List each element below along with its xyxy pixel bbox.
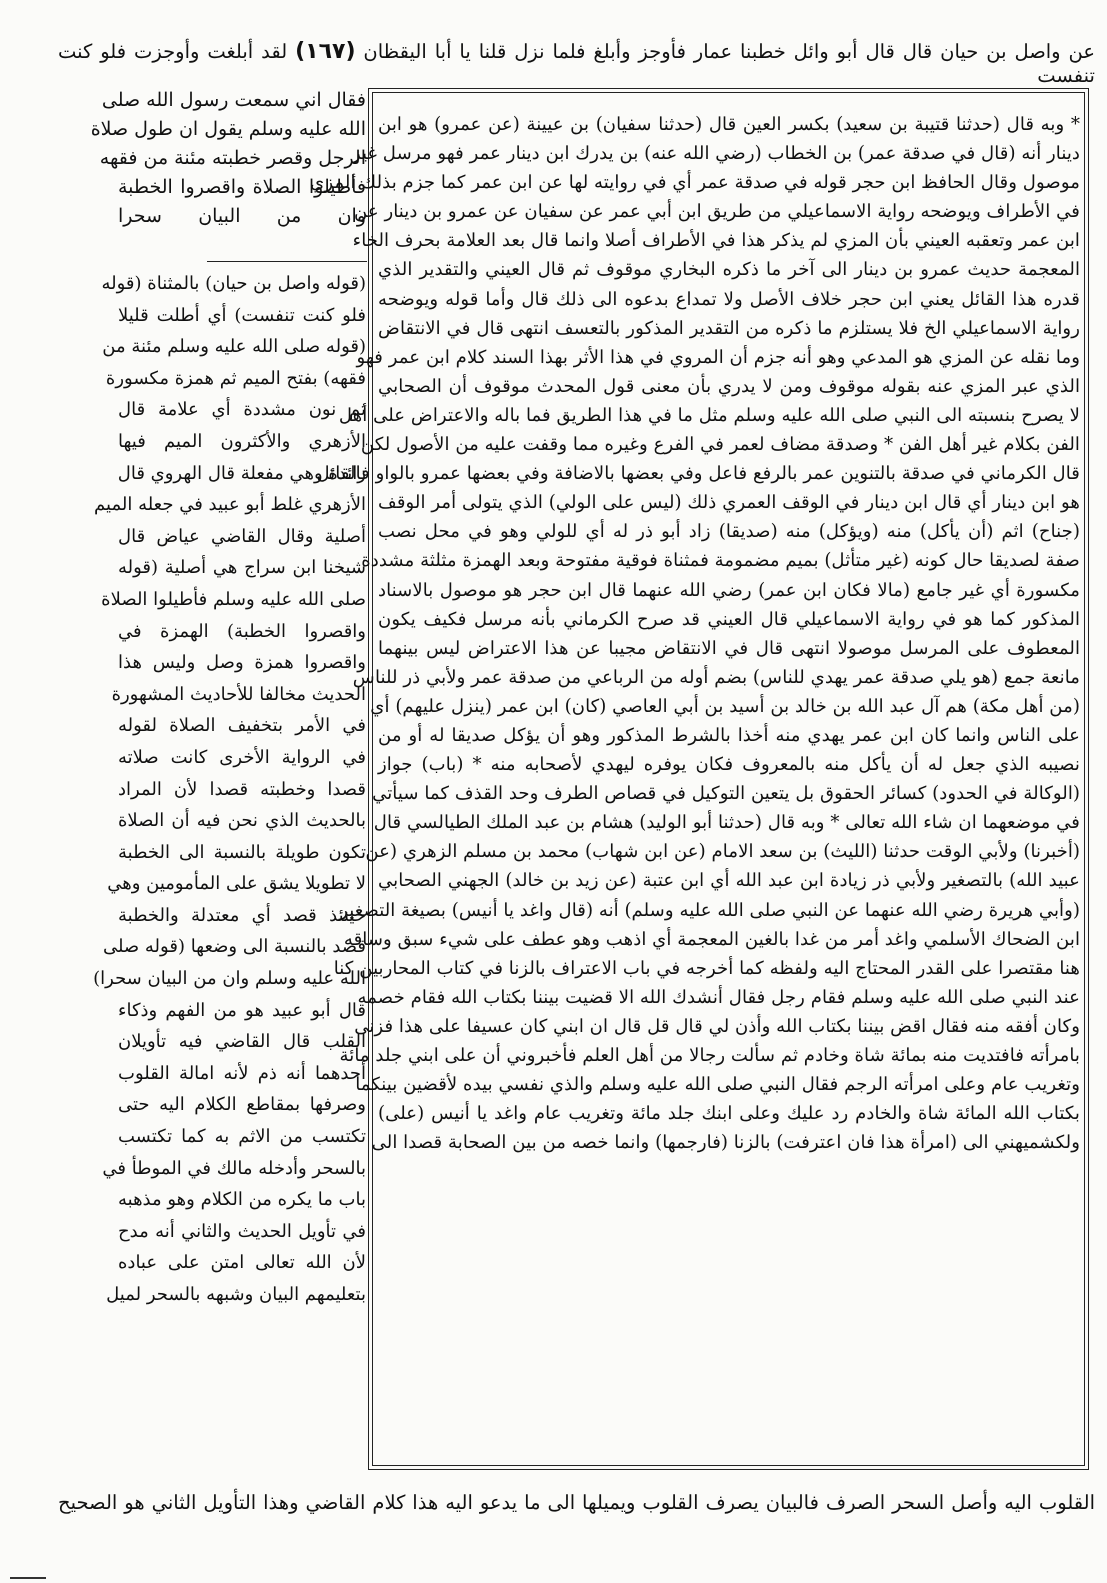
note-line: في الرواية الأخرى كانت صلاته: [118, 746, 366, 768]
commentary-line: مانعة جمع (هو يلي صدقة عمر يهدي للناس) بضم أوله من الرباعي من صدقة عمر ولأبي ذر للناس: [352, 666, 1080, 688]
commentary-line: موصول وقال الحافظ ابن حجر قوله في صدقة عمر أي في روايته لها عن ابن عمر كما جزم بذلك المزي: [310, 172, 1080, 194]
note-line: القلب قال القاضي فيه تأويلان: [118, 1031, 366, 1053]
note-line: بتعليمهم البيان وشبهه بالسحر لميل: [106, 1284, 366, 1305]
commentary-line: في موضعهما ان شاء الله تعالى * وبه قال (حدثنا أبو الوليد) هشام بن عبد الملك الطيالسي قال: [373, 812, 1080, 834]
header-right-text: عن واصل بن حيان قال قال أبو وائل خطبنا عمار فأوجز وأبلغ فلما نزل قلنا يا أبا اليقظان: [363, 40, 1095, 63]
commentary-line: وما نقله عن المزي هو المدعي وهو أنه جزم أن المروي في هذا الأثر بهذا السند كلام ابن عمر فهو: [356, 346, 1080, 368]
commentary-line: (وأبي هريرة رضي الله عنهما عن النبي صلى الله عليه وسلم) أنه (قال واغد يا أنيس) بصيغة التصغير: [339, 899, 1080, 921]
matn-line: الله عليه وسلم يقول ان طول صلاة: [90, 118, 366, 140]
note-line: الأزهري والأكثرون الميم فيها: [118, 430, 366, 452]
commentary-line: المعطوف على المرسل موصولا انتهى قال في الانتقاض مجيبا عن هذا الاعتراض ليس بينهما: [378, 637, 1080, 659]
note-line: بالحديث الذي نحن فيه أن الصلاة: [118, 810, 366, 832]
commentary-line: عند النبي صلى الله عليه وسلم فقام رجل فقال أنشدك الله الا قضيت بيننا بكتاب الله فقام خصمه: [357, 986, 1080, 1008]
note-line: (قوله واصل بن حيان) بالمثناة (قوله: [101, 273, 366, 294]
note-line: تكون طويلة بالنسبة الى الخطبة: [118, 841, 366, 863]
note-line: في الأمر بتخفيف الصلاة لقوله: [118, 715, 366, 737]
commentary-line: بكتاب الله المائة شاة والخادم رد عليك وعلى ابنك جلد مائة وتغريب عام واغد يا أنيس (على): [378, 1103, 1080, 1125]
commentary-line: دينار أنه (قال في صدقة عمر) بن الخطاب (رضي الله عنه) بن يدرك ابن دينار عمر فهو مرسل غير: [351, 143, 1080, 165]
commentary-line: وكان أفقه منه فقال اقض بيننا بكتاب الله وأذن لي قال قل قال ان ابني كان عسيفا على هذا فزنى: [354, 1015, 1080, 1037]
note-line: قال أبو عبيد هو من الفهم وذكاء: [118, 999, 366, 1021]
commentary-line: في الأطراف ويوضحه رواية الاسماعيلي من طريق ابن أبي عمر عن سفيان عن عمرو بن دينار عن: [354, 201, 1080, 223]
note-line: فلو كنت تنفست) أي أطلت قليلا: [118, 304, 366, 326]
note-line: زائدة وهي مفعلة قال الهروي قال: [117, 462, 366, 484]
note-line: الله عليه وسلم وان من البيان سحرا): [93, 968, 366, 990]
commentary-text: [310, 110, 1080, 1462]
matn-line: الرجل وقصر خطبته مئنة من فقهه: [99, 147, 366, 169]
note-line: لأن الله تعالى امتن على عباده: [118, 1252, 366, 1274]
note-line: أصلية وقال القاضي عياض قال: [118, 525, 366, 547]
page-edge-mark: [10, 1577, 46, 1579]
commentary-line: بامرأته فافتديت منه بمائة شاة وخادم ثم سألت رجالا من أهل العلم فأخبروني أن على ابني جلد مائة: [339, 1045, 1080, 1066]
note-line: الأزهري غلط أبو عبيد في جعله الميم: [94, 494, 366, 516]
note-line: (قوله صلى الله عليه وسلم مئنة من: [102, 336, 366, 358]
commentary-line: عبيد الله) بالتصغير ولأبي ذر زيادة ابن عبد الله أي ابن عتبة (عن زيد بن خالد) الجهني الصحابي: [378, 870, 1080, 892]
marginal-notes: [93, 268, 366, 1311]
page-number: (١٦٧): [295, 39, 356, 64]
note-line: تكتسب من الاثم به كما تكتسب: [118, 1126, 366, 1148]
commentary-line: رواية الاسماعيلي الخ فلا يستلزم ما ذكره من التقدير المذكور بالتعسف انتهى قال في الانتقاض: [378, 317, 1080, 339]
note-line: باب ما يكره من الكلام وهو مذهبه: [117, 1189, 366, 1211]
commentary-line: وتغريب عام وعلى امرأته الرجم فقال النبي صلى الله عليه وسلم والذي نفسي بيده لأقضين بينكما: [355, 1074, 1080, 1096]
commentary-line: ابن عمر وتعقبه العيني بأن المزي لم يذكر هذا في الأطراف أصلا وانما قال بعد العلامة بحرف الخاء: [352, 230, 1080, 252]
running-header: [58, 40, 1095, 88]
note-line: الحديث مخالفا للأحاديث المشهورة: [111, 683, 366, 705]
commentary-line: هنا مقتصرا على القدر المحتاج اليه ولفظه كما أخرجه في باب الاعتراف بالزنا في كتاب المحاربين كنا: [333, 957, 1080, 979]
commentary-line: هو ابن دينار أي قال ابن دينار في الوقف العمري ذلك (ليس على الولي) الذي يتولى أمر الوقف: [378, 492, 1080, 514]
note-line: أحدهما أنه ذم لأنه امالة القلوب: [118, 1062, 366, 1084]
commentary-line: صفة لصديقا حال كونه (غير متأثل) بميم مضمومة فمثناة فوقية مفتوحة وبعد الهمزة مثلثة مشددة: [361, 550, 1080, 572]
commentary-line: الذي عبر المزي عنه بقوله موقوف ومن لا يدري بأن معنى قول المحدث موقوف أن الصحابي: [378, 375, 1080, 397]
note-line: واقصروا الخطبة) الهمزة في: [118, 620, 366, 642]
note-line: لا تطويلا يشق على المأمومين وهي: [107, 873, 366, 895]
footer-line: القلوب اليه وأصل السحر الصرف فالبيان يصرف القلوب ويميلها الى ما يدعو اليه هذا كلام القاضي وهذا التأويل الثاني هو الصحيح: [58, 1491, 1095, 1514]
commentary-line: (جناح) اثم (أن يأكل) منه (ويؤكل) منه (صديقا) زاد أبو ذر له أي للولي وهو في محل نصب: [378, 521, 1080, 543]
commentary-line: المذكور كما هو في رواية الاسماعيلي قال العيني قد صرح الكرماني بأنه مرسل فكيف يكون: [378, 608, 1080, 630]
commentary-line: قدره هذا القائل يعني ابن حجر خلاف الأصل ولا تمداع بدعوه الى ذلك قال وأما قوله ويوضحه: [378, 288, 1080, 310]
matn-line: وان من البيان سحرا: [118, 205, 366, 227]
commentary-line: (أخبرنا) ولأبي الوقت حدثنا (الليث) بن سعد الامام (عن ابن شهاب) محمد بن مسلم الزهري (عن: [365, 841, 1080, 863]
commentary-line: نصيبه الذي جعل له أن يأكل منه بالمعروف فكان يوفره ليهدي لأصحابه منه * (باب) جواز: [378, 754, 1080, 776]
commentary-line: (الوكالة في الحدود) كسائر الحقوق بل يتعين التوكيل في قصاص الطرف وحد القذف كما سيأتي: [372, 783, 1080, 805]
note-line: شيخنا ابن سراج هي أصلية (قوله: [118, 557, 366, 579]
note-line: صلى الله عليه وسلم فأطيلوا الصلاة: [101, 588, 366, 610]
note-line: بالسحر وأدخله مالك في الموطأ في: [102, 1157, 366, 1179]
note-line: وصرفها بمقاطع الكلام اليه حتى: [118, 1094, 366, 1116]
commentary-line: مكسورة أي غير جامع (مالا فكان ابن عمر) رضي الله عنهما قال ابن حجر هو موصول بالاسناد: [378, 579, 1080, 601]
commentary-line: ولكشميهني الى (امرأة هذا فان اعترفت) بالزنا (فارجمها) وانما خصه من بين الصحابة قصدا الى: [371, 1132, 1080, 1154]
matn-text: [90, 86, 366, 231]
matn-line: فأطيلوا الصلاة واقصروا الخطبة: [118, 176, 366, 198]
commentary-line: * وبه قال (حدثنا قتيبة بن سعيد) بكسر العين قال (حدثنا سفيان) بن عيينة (عن عمرو) هو ابن: [378, 114, 1080, 135]
commentary-line: (من أهل مكة) هم آل عبد الله بن خالد بن أسيد بن أبي العاصي (كان) ابن عمر (ينزل عليهم) أي: [370, 695, 1080, 717]
commentary-line: ابن الضحاك الأسلمي واغد أمر من غدا بالغين المعجمة أي اذهب وهو عطف على شيء سبق وساقه: [343, 928, 1080, 950]
note-line: ثم نون مشددة أي علامة قال: [118, 399, 366, 421]
commentary-line: على الناس وانما كان ابن عمر يهدي منه أخذا بالشرط المذكور وهو أن يؤكل صديقا له أو من: [378, 724, 1080, 746]
header-left-text: لقد أبلغت وأوجزت فلو كنت تنفست: [58, 40, 1095, 87]
note-line: قصدا وخطبته قصدا لأن المراد: [118, 778, 366, 800]
commentary-line: الفن بكلام غير أهل الفن * وصدقة مضاف لعمر في الفرع وغيره مما وقفت عليه من الأصول لكن: [360, 434, 1080, 456]
matn-line: فقال اني سمعت رسول الله صلى: [101, 89, 366, 111]
note-line: فقهه) بفتح الميم ثم همزة مكسورة: [105, 367, 366, 389]
note-line: في تأويل الحديث والثاني أنه مدح: [118, 1220, 366, 1242]
note-line: واقصروا همزة وصل وليس هذا: [118, 652, 366, 674]
note-line: قصد بالنسبة الى وضعها (قوله صلى: [102, 936, 366, 958]
note-line: حينئذ قصد أي معتدلة والخطبة: [118, 904, 366, 926]
commentary-line: قال الكرماني في صدقة بالتنوين عمر بالرفع فاعل وفي بعضها بالاضافة وفي بعضها عمرو بالواو فالقائل: [316, 463, 1080, 485]
commentary-line: لا يصرح بنسبته الى النبي صلى الله عليه وسلم مثل ما في هذا الطريق فما باله والاعتراض على أهل: [338, 404, 1080, 426]
commentary-line: المعجمة حديث عمرو بن دينار الى آخر ما ذكره البخاري موقوف ثم قال العيني والتقدير الذي: [378, 259, 1080, 281]
